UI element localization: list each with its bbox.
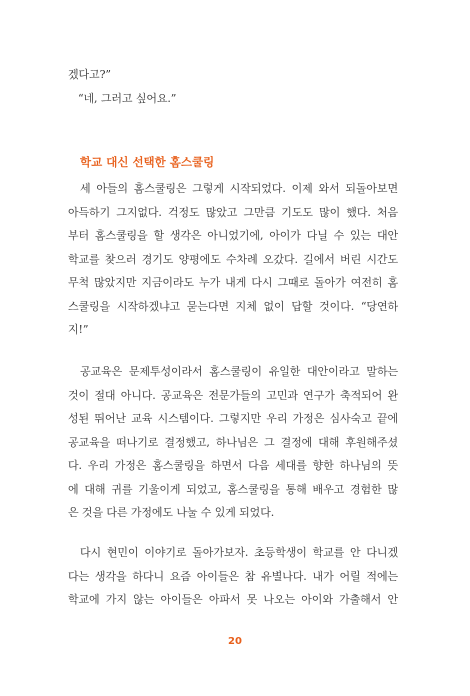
text-line: 공교육을 떠나기로 결정했고, 하나님은 그 결정에 대해 후원해주셨 [68, 435, 398, 449]
dialogue-line: “네, 그러고 싶어요.” [78, 91, 177, 105]
text-line: 아득하기 그지없다. 걱정도 많았고 그만큼 기도도 많이 했다. 처음 [68, 205, 398, 219]
text-line: 세 아들의 홈스쿨링은 그렇게 시작되었다. 이제 와서 되돌아보면 [80, 182, 398, 195]
text-line: 지!” [68, 323, 89, 336]
text-line: 다시 현민이 이야기로 돌아가보자. 초등학생이 학교를 안 다니겠 [80, 546, 398, 559]
text-line: 학교에 가지 않는 아이들은 아파서 못 나오는 아이와 가출해서 안 [68, 593, 398, 606]
text-line: 것이 절대 아니다. 공교육은 전문가들의 고민과 연구가 축적되어 완 [68, 388, 398, 402]
text-line: 다. 우리 가정은 홈스쿨링을 하면서 다음 세대를 향한 하나님의 뜻 [68, 459, 398, 472]
dialogue-line: 겠다고?” [68, 68, 111, 81]
text-line: 은 것을 다른 가정에도 나눌 수 있게 되었다. [68, 506, 275, 519]
section-heading: 학교 대신 선택한 홈스쿨링 [80, 155, 215, 169]
text-line: 에 대해 귀를 기울이게 되었고, 홈스쿨링을 통해 배우고 경험한 많 [68, 482, 398, 496]
text-line: 학교를 찾으러 경기도 양평에도 수차례 오갔다. 길에서 버린 시간도 [68, 252, 398, 266]
dialogue-block [68, 63, 398, 110]
text-line: 공교육은 문제투성이라서 홈스쿨링이 유일한 대안이라고 말하는 [80, 365, 398, 378]
paragraph-1 [68, 177, 398, 342]
paragraph-2 [68, 360, 398, 525]
text-line: 스쿨링을 시작하겠냐고 묻는다면 지체 없이 답할 것이다. “당연하 [68, 299, 398, 313]
text-line: 다는 생각을 하다니 요즘 아이들은 참 유별나다. 내가 어릴 적에는 [68, 569, 398, 583]
paragraph-3 [68, 541, 398, 612]
text-line: 성된 뛰어난 교육 시스템이다. 그렇지만 우리 가정은 심사숙고 끝에 [68, 412, 398, 425]
text-line: 무척 많았지만 지금이라도 누가 내게 다시 그때로 돌아가 여전히 홈 [68, 276, 398, 289]
page-number: 20 [228, 636, 242, 647]
text-line: 부터 홈스쿨링을 할 생각은 아니었기에, 아이가 다닐 수 있는 대안 [68, 229, 398, 242]
